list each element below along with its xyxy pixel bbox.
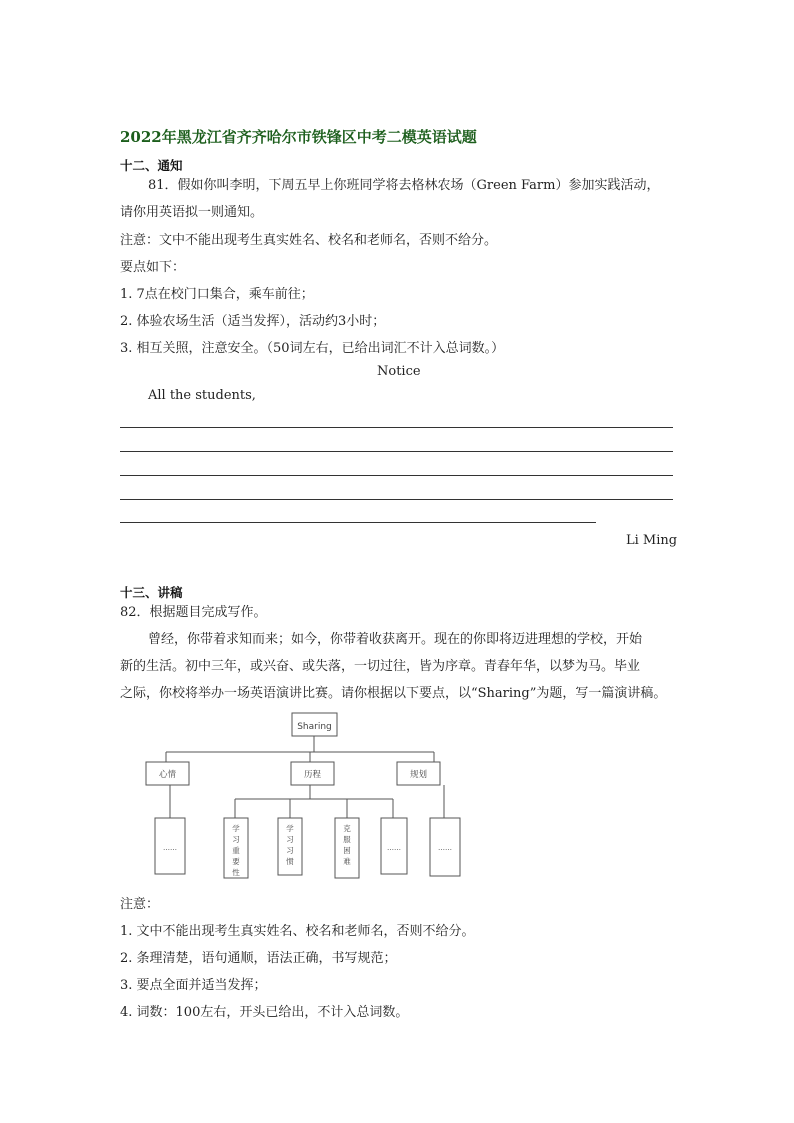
root-label: Sharing <box>297 722 332 732</box>
speech-prompt-line1: 曾经，你带着求知而来；如今，你带着收获离开。现在的你即将迈进理想的学校，开始 <box>148 632 643 647</box>
q81-note: 注意：文中不能出现考生真实姓名、校名和老师名，否则不给分。 <box>120 233 498 248</box>
leaf-char: 学 <box>232 824 240 833</box>
leaf-label: …… <box>387 844 401 852</box>
point-item: 1. 7点在校门口集合，乘车前往； <box>120 287 314 302</box>
answer-line[interactable] <box>120 427 673 428</box>
leaf-char: 习 <box>232 835 240 844</box>
section-13-heading: 十三、讲稿 <box>120 585 183 600</box>
leaf-char: 困 <box>343 846 351 855</box>
points-intro: 要点如下： <box>120 260 186 275</box>
sharing-mind-map <box>138 710 468 882</box>
branch-label: 历程 <box>303 770 322 780</box>
leaf-label: …… <box>438 844 452 852</box>
vertical-leaf-labels <box>232 823 351 877</box>
section-12-heading: 十二、通知 <box>120 158 183 173</box>
notice-greeting: All the students, <box>148 388 256 403</box>
leaf-char: 惯 <box>286 857 294 866</box>
leaf-char: 重 <box>232 846 240 855</box>
branch-label: 规划 <box>409 770 428 780</box>
point-item: 2. 体验农场生活（适当发挥），活动约3小时； <box>120 314 386 329</box>
leaf-char: 习 <box>286 835 294 844</box>
answer-line[interactable] <box>120 499 673 500</box>
branch-label: 心情 <box>158 770 177 780</box>
note-item: 3. 要点全面并适当发挥； <box>120 978 267 993</box>
leaf-char: 克 <box>343 824 351 833</box>
note-item: 4. 词数：100左右，开头已给出，不计入总词数。 <box>120 1005 409 1020</box>
leaf-char: 难 <box>343 857 351 866</box>
answer-line[interactable] <box>120 451 673 452</box>
point-item: 3. 相互关照，注意安全。（50词左右，已给出词汇不计入总词数。） <box>120 341 505 356</box>
leaf-char: 性 <box>232 868 240 877</box>
leaf-char: 学 <box>286 824 294 833</box>
page-title: 2022年黑龙江省齐齐哈尔市铁锋区中考二模英语试题 <box>120 128 477 146</box>
notice-signature: Li Ming <box>626 533 678 548</box>
q81-text-line1: 81．假如你叫李明，下周五早上你班同学将去格林农场（Green Farm）参加实践活动， <box>148 178 660 193</box>
notice-title: Notice <box>377 364 421 379</box>
answer-line[interactable] <box>120 522 596 523</box>
note-item: 1. 文中不能出现考生真实姓名、校名和老师名，否则不给分。 <box>120 924 475 939</box>
leaf-char: 服 <box>343 835 351 844</box>
q81-text-line2: 请你用英语拟一则通知。 <box>120 205 264 220</box>
answer-line[interactable] <box>120 475 673 476</box>
leaf-char: 要 <box>232 857 240 866</box>
speech-prompt-line2: 新的生活。初中三年，或兴奋、或失落，一切过往，皆为序章。青春年华，以梦为马。毕业 <box>120 659 641 674</box>
q82-text: 82．根据题目完成写作。 <box>120 605 267 620</box>
leaf-char: 习 <box>286 846 294 855</box>
note-item: 2. 条理清楚，语句通顺，语法正确，书写规范； <box>120 951 397 966</box>
speech-prompt-line3: 之际，你校将举办一场英语演讲比赛。请你根据以下要点，以“Sharing”为题，写一篇演讲稿。 <box>120 686 667 701</box>
notes-intro: 注意： <box>120 897 160 912</box>
leaf-label: …… <box>163 844 177 852</box>
